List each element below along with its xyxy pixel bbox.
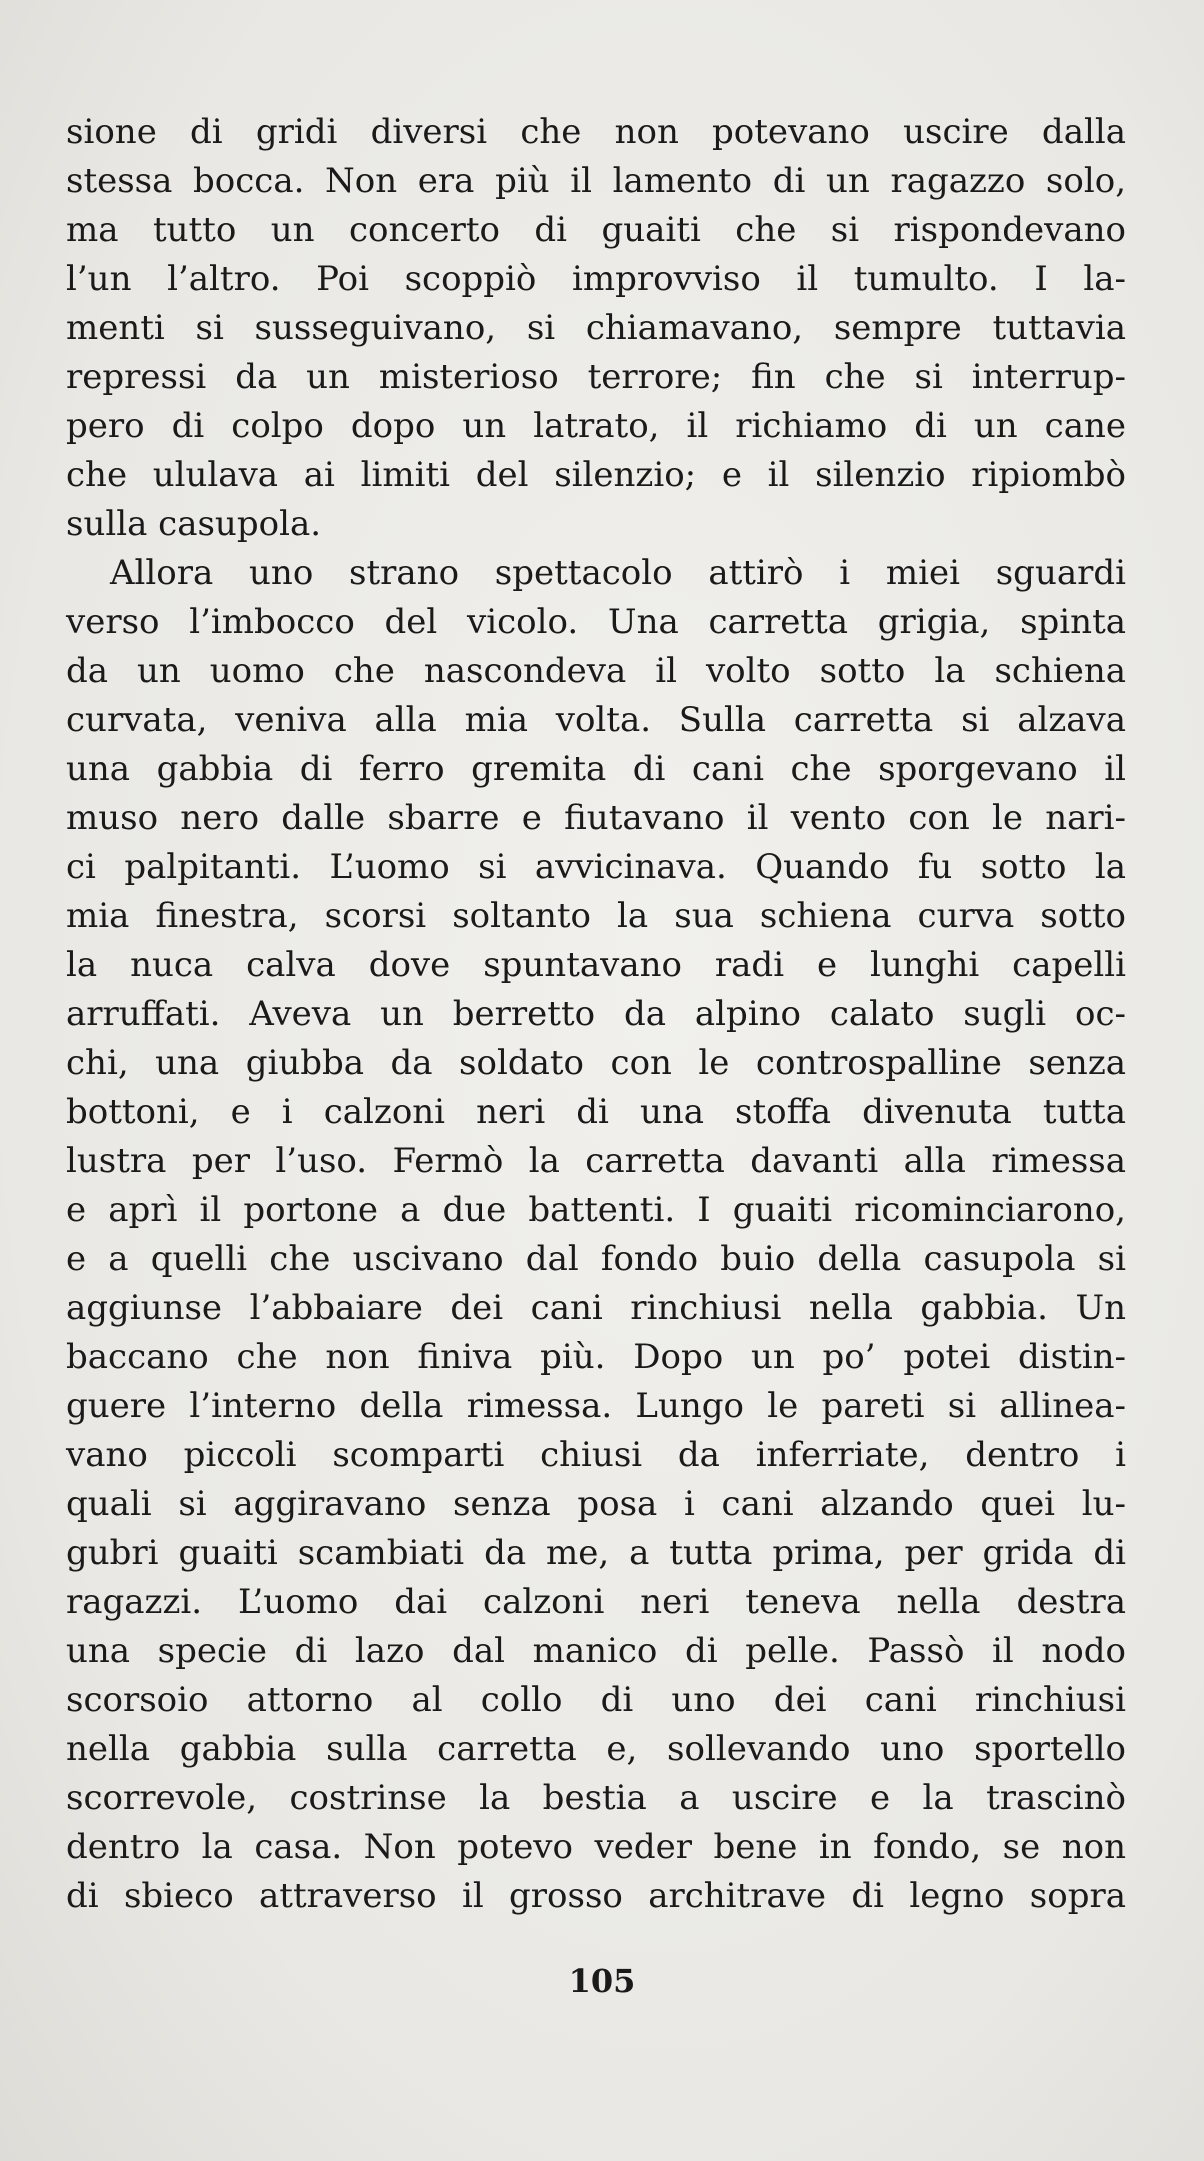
- text-line: pero di colpo dopo un latrato, il richiamo di un cane: [66, 406, 1126, 446]
- text-line: stessa bocca. Non era più il lamento di un ragazzo solo,: [66, 161, 1126, 201]
- text-line: mia finestra, scorsi soltanto la sua schiena curva sotto: [66, 896, 1126, 936]
- text-line: dentro la casa. Non potevo veder bene in fondo, se non: [66, 1827, 1126, 1867]
- text-line: chi, una giubba da soldato con le controspalline senza: [66, 1043, 1126, 1083]
- paragraph: [66, 108, 1126, 549]
- body-text: [66, 108, 1126, 1921]
- text-line: menti si susseguivano, si chiamavano, sempre tuttavia: [66, 308, 1126, 348]
- text-line: l’un l’altro. Poi scoppiò improvviso il tumulto. I la-: [66, 259, 1126, 299]
- text-line: gubri guaiti scambiati da me, a tutta prima, per grida di: [66, 1533, 1126, 1573]
- text-line: e a quelli che uscivano dal fondo buio della casupola si: [66, 1239, 1126, 1279]
- text-line: quali si aggiravano senza posa i cani alzando quei lu-: [66, 1484, 1126, 1524]
- text-line: muso nero dalle sbarre e fiutavano il vento con le nari-: [66, 798, 1126, 838]
- text-line: lustra per l’uso. Fermò la carretta davanti alla rimessa: [66, 1141, 1126, 1181]
- text-line: ragazzi. L’uomo dai calzoni neri teneva nella destra: [66, 1582, 1126, 1622]
- text-line: repressi da un misterioso terrore; fin che si interrup-: [66, 357, 1126, 397]
- text-line: ma tutto un concerto di guaiti che si rispondevano: [66, 210, 1126, 250]
- page-number: 105: [568, 1962, 636, 2000]
- text-line: da un uomo che nascondeva il volto sotto la schiena: [66, 651, 1126, 691]
- text-line: Allora uno strano spettacolo attirò i miei sguardi: [110, 553, 1126, 593]
- text-line: scorrevole, costrinse la bestia a uscire e la trascinò: [66, 1778, 1126, 1818]
- text-line: sulla casupola.: [66, 504, 322, 544]
- text-line: una specie di lazo dal manico di pelle. Passò il nodo: [66, 1631, 1126, 1671]
- text-line: che ululava ai limiti del silenzio; e il silenzio ripiombò: [66, 455, 1126, 495]
- text-line: verso l’imbocco del vicolo. Una carretta grigia, spinta: [66, 602, 1126, 642]
- text-line: curvata, veniva alla mia volta. Sulla carretta si alzava: [66, 700, 1126, 740]
- text-line: guere l’interno della rimessa. Lungo le pareti si allinea-: [66, 1386, 1126, 1426]
- text-line: e aprì il portone a due battenti. I guaiti ricominciarono,: [66, 1190, 1126, 1230]
- text-line: la nuca calva dove spuntavano radi e lunghi capelli: [66, 945, 1126, 985]
- text-line: baccano che non finiva più. Dopo un po’ potei distin-: [66, 1337, 1126, 1377]
- text-line: vano piccoli scomparti chiusi da inferriate, dentro i: [66, 1435, 1126, 1475]
- text-line: ci palpitanti. L’uomo si avvicinava. Quando fu sotto la: [66, 847, 1126, 887]
- text-line: arruffati. Aveva un berretto da alpino calato sugli oc-: [66, 994, 1126, 1034]
- text-line: aggiunse l’abbaiare dei cani rinchiusi nella gabbia. Un: [66, 1288, 1126, 1328]
- text-line: di sbieco attraverso il grosso architrave di legno sopra: [66, 1876, 1126, 1916]
- text-line: nella gabbia sulla carretta e, sollevando uno sportello: [66, 1729, 1126, 1769]
- text-line: bottoni, e i calzoni neri di una stoffa divenuta tutta: [66, 1092, 1126, 1132]
- text-line: scorsoio attorno al collo di uno dei cani rinchiusi: [66, 1680, 1126, 1720]
- text-line: una gabbia di ferro gremita di cani che sporgevano il: [66, 749, 1126, 789]
- paragraph: [66, 549, 1126, 1921]
- text-line: sione di gridi diversi che non potevano uscire dalla: [66, 112, 1126, 152]
